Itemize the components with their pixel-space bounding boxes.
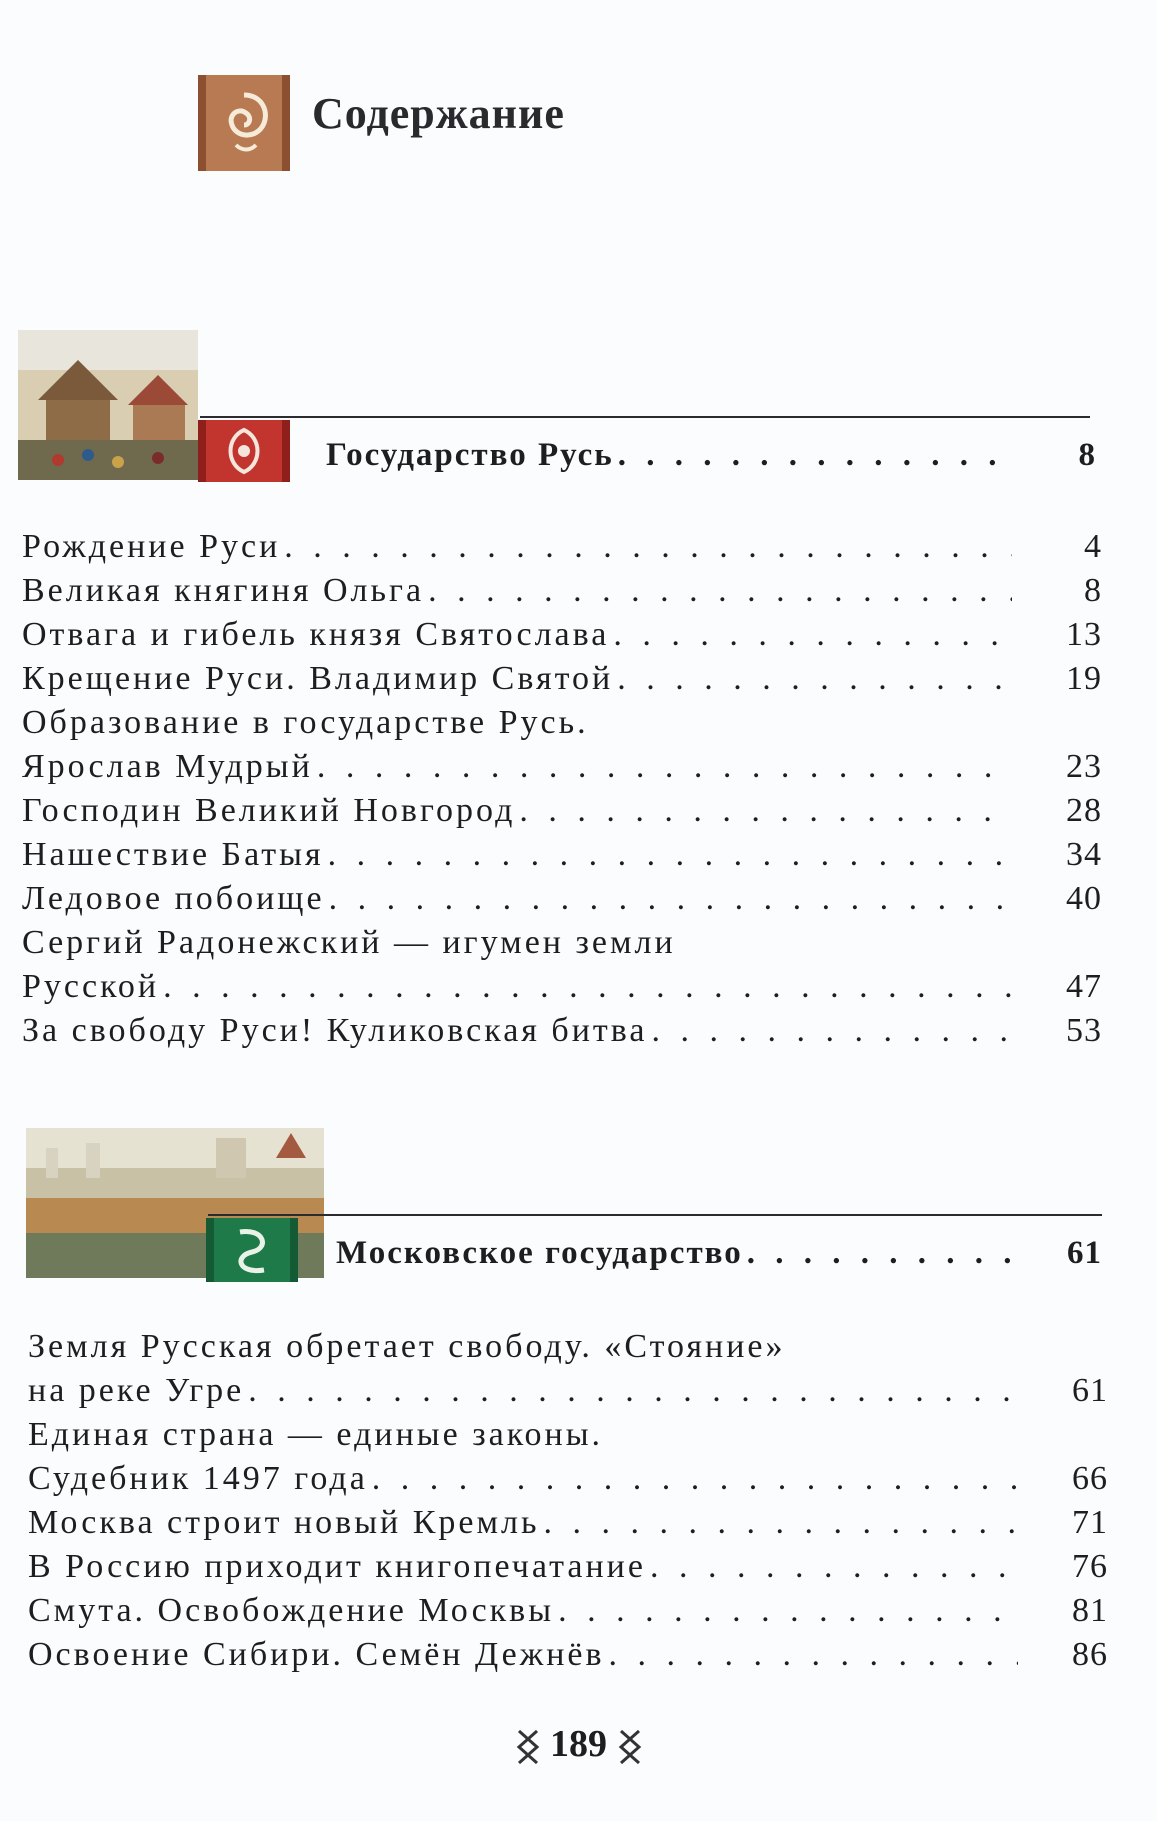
toc-entry: Единая страна — единые законы. [28,1416,604,1453]
dot-leader [614,437,1006,474]
section-heading-moscow [336,1235,1102,1272]
toc-entry: Отвага и гибель князя Святослава . . . 13 [22,616,1102,654]
ornament-left-icon [515,1727,541,1767]
toc-entry: Образование в государстве Русь. [22,704,589,741]
toc-entry: В Россию приходит книгопечатание . . . 76 [28,1548,1108,1586]
section-illustration-rus [18,330,198,480]
toc-entry: Русской . . . 47 [22,968,1102,1006]
page-number: 189 [550,1723,607,1765]
page-title: Содержание [312,89,565,138]
toc-entry: Ледовое побоище . . . 40 [22,880,1102,918]
section-rule [200,416,1090,418]
section-rule [208,1214,1102,1216]
dot-leader [743,1235,1012,1272]
section-title: Государство Русь [326,437,614,473]
toc-entry: Сергий Радонежский — игумен земли [22,924,676,961]
spiral-ornament-icon [198,75,290,171]
toc-entry: Нашествие Батыя . . . 34 [22,836,1102,874]
ornament-right-icon [617,1727,643,1767]
toc-entry: Москва строит новый Кремль . . . 71 [28,1504,1108,1542]
section-title: Московское государство [336,1235,743,1271]
green-knot-ornament-icon [206,1218,298,1282]
page-footer [0,1722,1157,1767]
section-page: 61 [1067,1235,1102,1271]
toc-entry: Крещение Руси. Владимир Святой . . . 19 [22,660,1102,698]
toc-entry: Рождение Руси . . . 4 [22,528,1102,566]
section-page: 8 [1078,437,1096,473]
toc-entry: Освоение Сибири. Семён Дежнёв . . . 86 [28,1636,1108,1674]
toc-entry: Смута. Освобождение Москвы . . . 81 [28,1592,1108,1630]
section-heading-rus [326,437,1096,474]
toc-entry: на реке Угре . . . 61 [28,1372,1108,1410]
toc-entry: Великая княгиня Ольга . . . 8 [22,572,1102,610]
toc-entry: Господин Великий Новгород . . . 28 [22,792,1102,830]
toc-entry: Ярослав Мудрый . . . 23 [22,748,1102,786]
red-knot-ornament-icon [198,420,290,482]
toc-entry: За свободу Руси! Куликовская битва . . . 53 [22,1012,1102,1050]
toc-entry: Земля Русская обретает свободу. «Стояние» [28,1328,786,1365]
toc-entry: Судебник 1497 года . . . 66 [28,1460,1108,1498]
